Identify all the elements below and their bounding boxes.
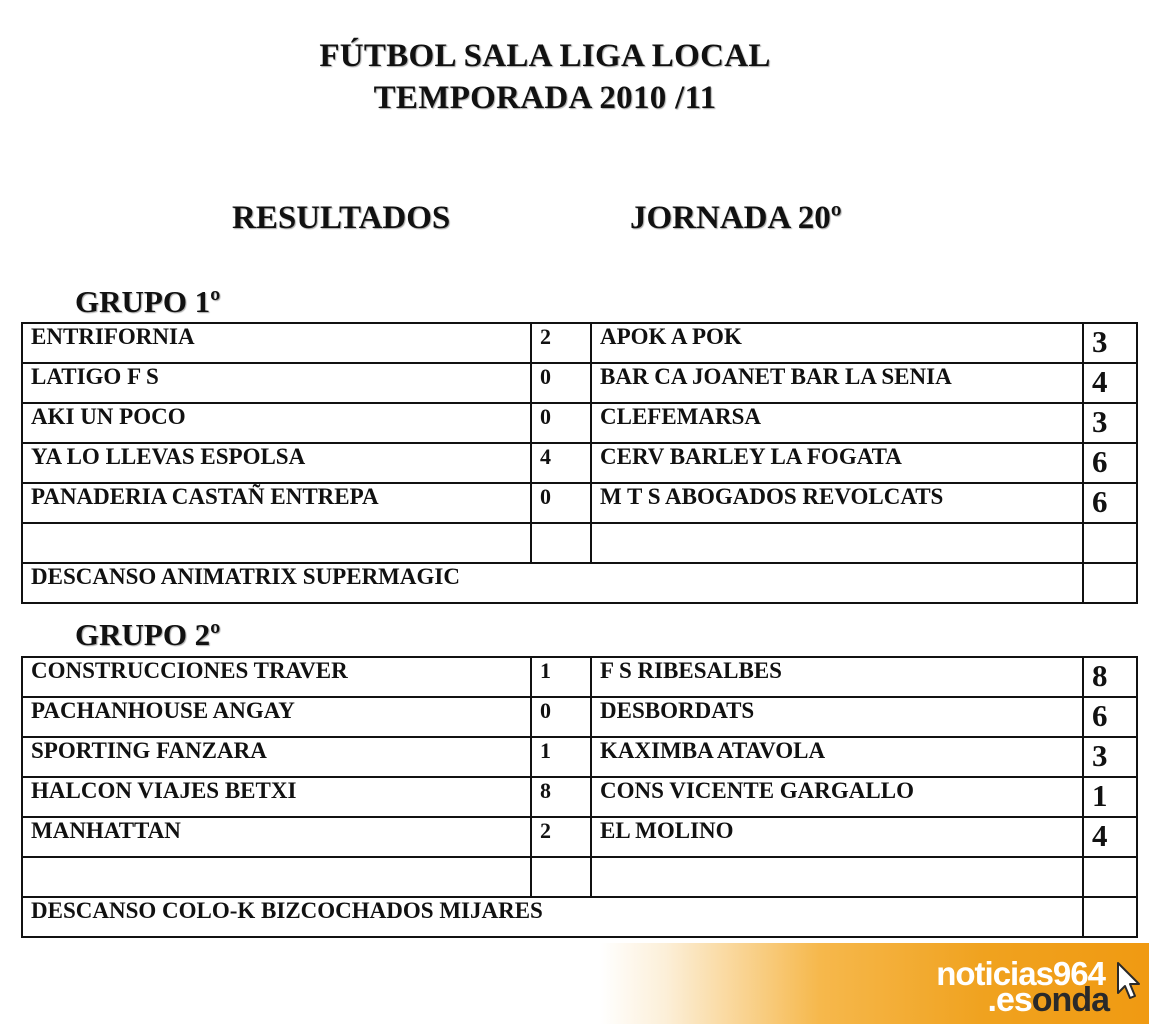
home-score: 0 [531,363,591,403]
home-team: AKI UN POCO [22,403,531,443]
rest-team: DESCANSO ANIMATRIX SUPERMAGIC [22,563,1083,603]
home-team: YA LO LLEVAS ESPOLSA [22,443,531,483]
empty-cell [1083,563,1137,603]
empty-cell [22,857,531,897]
rest-row [22,563,1137,603]
away-score: 3 [1083,403,1137,443]
home-score: 4 [531,443,591,483]
table-row [22,443,1137,483]
logo-es: .es [987,981,1032,1019]
away-team: KAXIMBA ATAVOLA [591,737,1083,777]
empty-cell [1083,857,1137,897]
away-team: APOK A POK [591,323,1083,363]
empty-cell [531,523,591,563]
away-team: DESBORDATS [591,697,1083,737]
away-score: 4 [1083,363,1137,403]
pointer-cursor-icon [1115,961,1141,1001]
away-team: CONS VICENTE GARGALLO [591,777,1083,817]
table-row [22,657,1137,697]
noticias964-logo[interactable] [600,943,1149,1024]
empty-cell [591,857,1083,897]
away-score: 1 [1083,777,1137,817]
home-team: HALCON VIAJES BETXI [22,777,531,817]
away-score: 8 [1083,657,1137,697]
home-team: ENTRIFORNIA [22,323,531,363]
results-heading: RESULTADOS [232,200,451,236]
home-score: 1 [531,737,591,777]
empty-row [22,523,1137,563]
group-1-results-table [21,322,1138,604]
home-team: PACHANHOUSE ANGAY [22,697,531,737]
logo-onda: onda [1031,981,1109,1019]
away-score: 6 [1083,697,1137,737]
home-score: 2 [531,323,591,363]
away-team: EL MOLINO [591,817,1083,857]
away-team: BAR CA JOANET BAR LA SENIA [591,363,1083,403]
away-team: F S RIBESALBES [591,657,1083,697]
away-score: 6 [1083,483,1137,523]
home-score: 1 [531,657,591,697]
group-2-results-table [21,656,1138,938]
away-score: 3 [1083,737,1137,777]
empty-cell [22,523,531,563]
group-2-label: GRUPO 2º [75,617,221,652]
empty-row [22,857,1137,897]
rest-row [22,897,1137,937]
logo-line-2 [988,981,1109,1020]
home-score: 0 [531,697,591,737]
jornada-heading: JORNADA 20º [630,200,842,236]
home-score: 2 [531,817,591,857]
empty-cell [531,857,591,897]
home-team: LATIGO F S [22,363,531,403]
table-row [22,817,1137,857]
home-team: CONSTRUCCIONES TRAVER [22,657,531,697]
table-row [22,403,1137,443]
table-row [22,363,1137,403]
away-score: 4 [1083,817,1137,857]
away-score: 3 [1083,323,1137,363]
empty-cell [591,523,1083,563]
home-score: 0 [531,403,591,443]
home-team: MANHATTAN [22,817,531,857]
home-team: PANADERIA CASTAÑ ENTREPA [22,483,531,523]
page-title: FÚTBOL SALA LIGA LOCAL [319,38,771,74]
away-team: CERV BARLEY LA FOGATA [591,443,1083,483]
home-score: 8 [531,777,591,817]
logo-line-1: noticias964 [936,955,1105,992]
rest-team: DESCANSO COLO-K BIZCOCHADOS MIJARES [22,897,1083,937]
empty-cell [1083,897,1137,937]
table-row [22,323,1137,363]
away-team: CLEFEMARSA [591,403,1083,443]
table-row [22,737,1137,777]
table-row [22,483,1137,523]
table-row [22,777,1137,817]
empty-cell [1083,523,1137,563]
away-score: 6 [1083,443,1137,483]
season-subtitle: TEMPORADA 2010 /11 [373,80,717,116]
table-row [22,697,1137,737]
away-team: M T S ABOGADOS REVOLCATS [591,483,1083,523]
group-1-label: GRUPO 1º [75,284,221,319]
home-score: 0 [531,483,591,523]
home-team: SPORTING FANZARA [22,737,531,777]
